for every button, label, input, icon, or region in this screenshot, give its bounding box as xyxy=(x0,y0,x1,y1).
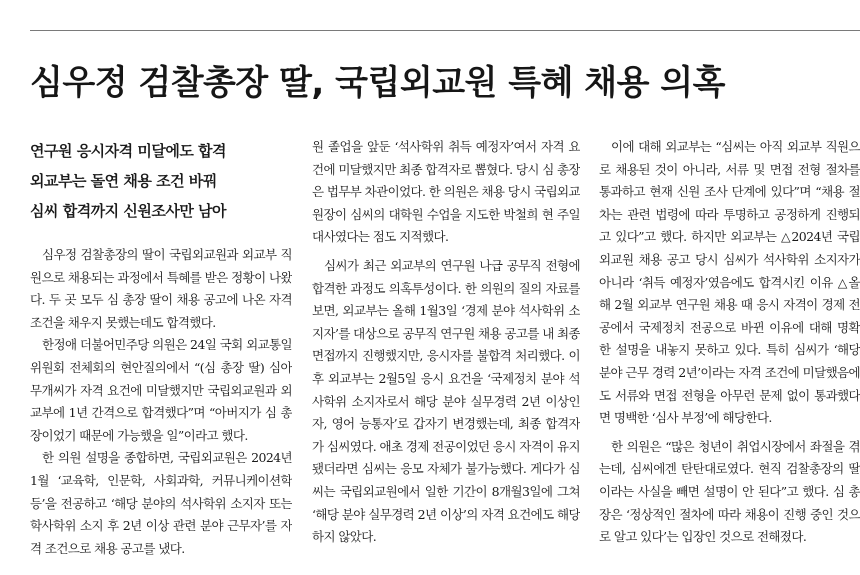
article-column-2 xyxy=(312,136,580,575)
body-paragraph: 한 의원은 “많은 청년이 취업시장에서 좌절을 겪는데, 심씨에겐 탄탄대로였다. 현직 검찰총장의 딸이라는 사실을 빼면 설명이 안 된다”고 했다. 심 총장은 ‘정상적인 절차에 따라 채용이 진행 중인 것으로 알고 있다’는 입장인 것으로 전해졌다. xyxy=(599,438,860,545)
article-column-3 xyxy=(599,136,860,575)
subheadline: 외교부는 돌연 채용 조건 바꿔 xyxy=(30,172,217,190)
subheadline: 심씨 합격까지 신원조사만 남아 xyxy=(30,202,227,220)
top-rule xyxy=(30,30,860,31)
body-paragraph: 원 졸업을 앞둔 ‘석사학위 취득 예정자’여서 자격 요건에 미달했지만 최종 합격자로 뽑혔다. 당시 심 총장은 법무부 차관이었다. 한 의원은 채용 당시 국립외교원장이 심씨의 대학원 수업을 지도한 박철희 현 주일대사였다는 점도 지적했다. xyxy=(312,139,580,245)
body-paragraph: 심씨가 최근 외교부의 연구원 나급 공무직 전형에 합격한 과정도 의혹투성이다. 한 의원의 질의 자료를 보면, 외교부는 올해 1월3일 ‘경제 분야 석사학위 소지자’를 대상으로 공무직 연구원 채용 공고를 내 최종 면접까지 진행했지만, 응시자를 불합격 처리했다. 이후 외교부는 2월5일 응시 요건을 ‘국제정치 분야 석사학위 소지자로서 해당 분야 실무경력 2년 이상인 자, 영어 능통자’로 갑자기 변경했는데, 최종 합격자가 심씨였다. 애초 경제 전공이었던 응시 자격이 유지됐더라면 심씨는 응모 자체가 불가능했다. 게다가 심씨는 국립외교원에서 일한 기간이 8개월3일에 그쳐 ‘해당 분야 실무경력 2년 이상’의 자격 요건에도 해당하지 않았다. xyxy=(312,257,580,545)
body-paragraph: 한 의원 설명을 종합하면, 국립외교원은 2024년 1월 ‘교육학, 인문학, 사회과학, 커뮤니케이션학 등’을 전공하고 ‘해당 분야의 석사학위 소지자 또는 학사학위 소지 후 2년 이상 관련 분야 근무자’를 자격 조건으로 채용 공고를 냈다. xyxy=(30,450,292,556)
headline: 심우정 검찰총장 딸, 국립외교원 특혜 채용 의혹 xyxy=(30,63,725,103)
body-paragraph: 한정애 더불어민주당 의원은 24일 국회 외교통일위원회 전체회의 현안질의에서 “(심 총장 딸) 심아무개씨가 자격 요건에 미달했지만 국립외교원과 외교부에 1년 간격으로 합격했다”며 “아버지가 심 총장이었기 때문에 가능했을 일”이라고 했다. xyxy=(30,337,292,443)
article-column-1 xyxy=(30,136,292,575)
subheadline-list xyxy=(30,136,292,226)
body-paragraph: 이에 대해 외교부는 “심씨는 아직 외교부 직원으로 채용된 것이 아니라, 서류 및 면접 전형 절차를 통과하고 현재 신원 조사 단계에 있다”며 “채용 절차는 관련 법령에 따라 투명하고 공정하게 진행되고 있다”고 했다. 하지만 외교부는 △2024년 국립외교원 채용 공고 당시 심씨가 석사학위 소지자가 아니라 ‘취득 예정자’였음에도 합격시킨 이유 △올해 2월 외교부 연구원 채용 때 응시 자격이 경제 전공에서 국제정치 전공으로 바뀐 이유에 대해 명확한 설명을 내놓지 못하고 있다. 특히 심씨가 ‘해당 분야 근무 경력 2년’이라는 자격 조건에 미달했음에도 서류와 면접 전형을 아무런 문제 없이 통과했다면 명백한 ‘심사 부정’에 해당한다. xyxy=(599,139,860,426)
subheadline: 연구원 응시자격 미달에도 합격 xyxy=(30,142,227,160)
body-paragraph: 심우정 검찰총장의 딸이 국립외교원과 외교부 직원으로 채용되는 과정에서 특혜를 받은 정황이 나왔다. 두 곳 모두 심 총장 딸이 채용 공고에 나온 자격 조건을 채우지 못했는데도 합격했다. xyxy=(30,247,292,330)
